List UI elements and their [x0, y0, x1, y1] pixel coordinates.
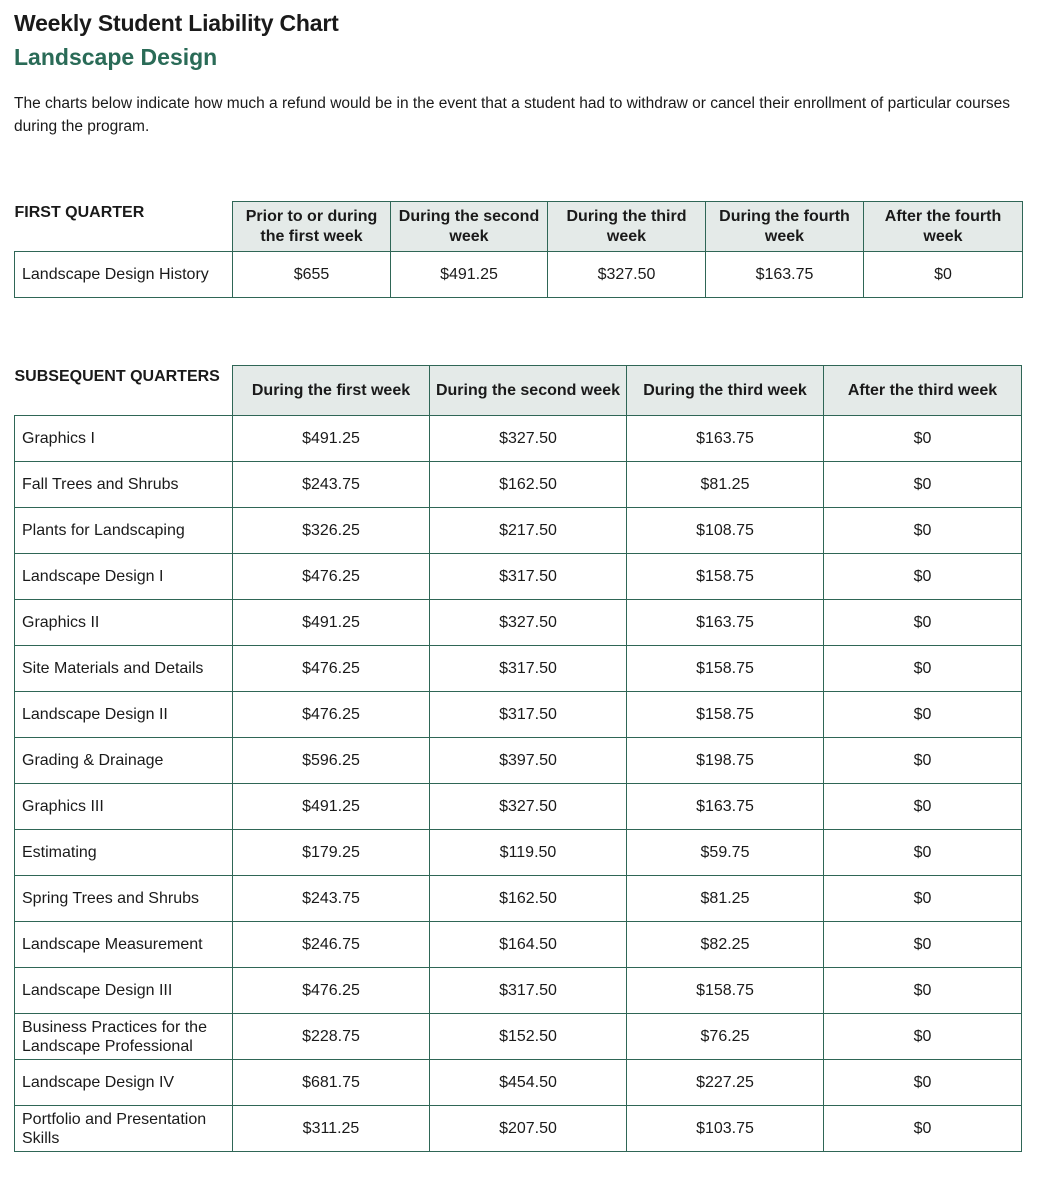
- refund-value: $655: [233, 252, 391, 298]
- refund-value: $0: [824, 416, 1022, 462]
- refund-value: $317.50: [430, 554, 627, 600]
- table-row: [15, 830, 1022, 876]
- course-name: Landscape Design I: [15, 554, 233, 600]
- table-header-row: [15, 202, 1023, 252]
- page-title: Weekly Student Liability Chart: [14, 10, 339, 36]
- refund-value: $0: [824, 1060, 1022, 1106]
- column-header: Prior to or during the first week: [233, 202, 391, 252]
- table-row: [15, 738, 1022, 784]
- refund-value: $454.50: [430, 1060, 627, 1106]
- refund-value: $158.75: [627, 692, 824, 738]
- refund-value: $0: [824, 784, 1022, 830]
- course-name: Graphics I: [15, 416, 233, 462]
- course-name: Site Materials and Details: [15, 646, 233, 692]
- refund-value: $327.50: [430, 416, 627, 462]
- table-row: [15, 252, 1023, 298]
- refund-value: $158.75: [627, 646, 824, 692]
- column-header: After the third week: [824, 366, 1022, 416]
- refund-value: $317.50: [430, 692, 627, 738]
- refund-value: $0: [824, 462, 1022, 508]
- refund-value: $162.50: [430, 462, 627, 508]
- table-row: [15, 554, 1022, 600]
- column-header: During the third week: [627, 366, 824, 416]
- table-row: [15, 1106, 1022, 1152]
- refund-value: $162.50: [430, 876, 627, 922]
- refund-value: $198.75: [627, 738, 824, 784]
- table-row: [15, 1060, 1022, 1106]
- refund-value: $0: [824, 830, 1022, 876]
- course-name: Landscape Design II: [15, 692, 233, 738]
- course-name: Graphics II: [15, 600, 233, 646]
- refund-value: $476.25: [233, 968, 430, 1014]
- refund-value: $491.25: [233, 600, 430, 646]
- table-row: [15, 1014, 1022, 1060]
- refund-value: $0: [824, 738, 1022, 784]
- refund-value: $217.50: [430, 508, 627, 554]
- subsequent-quarters-heading: SUBSEQUENT QUARTERS: [15, 366, 233, 416]
- refund-value: $476.25: [233, 554, 430, 600]
- refund-value: $0: [824, 646, 1022, 692]
- refund-value: $246.75: [233, 922, 430, 968]
- refund-value: $476.25: [233, 646, 430, 692]
- refund-value: $491.25: [391, 252, 548, 298]
- table-row: [15, 416, 1022, 462]
- refund-value: $317.50: [430, 646, 627, 692]
- refund-value: $108.75: [627, 508, 824, 554]
- refund-value: $476.25: [233, 692, 430, 738]
- refund-value: $179.25: [233, 830, 430, 876]
- table-row: [15, 692, 1022, 738]
- refund-value: $0: [824, 1106, 1022, 1152]
- table-row: [15, 646, 1022, 692]
- refund-value: $327.50: [430, 784, 627, 830]
- course-name: Business Practices for the Landscape Professional: [15, 1014, 233, 1060]
- table-header-row: [15, 366, 1022, 416]
- refund-value: $158.75: [627, 554, 824, 600]
- refund-value: $207.50: [430, 1106, 627, 1152]
- column-header: During the second week: [430, 366, 627, 416]
- column-header: During the fourth week: [706, 202, 864, 252]
- refund-value: $397.50: [430, 738, 627, 784]
- refund-value: $81.25: [627, 876, 824, 922]
- refund-value: $163.75: [627, 784, 824, 830]
- intro-paragraph: The charts below indicate how much a refund would be in the event that a student had to withdraw or cancel their enrollment of particular courses during the program.: [14, 95, 1010, 135]
- table-row: [15, 600, 1022, 646]
- course-name: Graphics III: [15, 784, 233, 830]
- course-name: Grading & Drainage: [15, 738, 233, 784]
- table-row: [15, 922, 1022, 968]
- refund-value: $0: [824, 1014, 1022, 1060]
- refund-value: $0: [824, 968, 1022, 1014]
- table-row: [15, 784, 1022, 830]
- course-name: Spring Trees and Shrubs: [15, 876, 233, 922]
- first-quarter-table: [14, 201, 1023, 298]
- refund-value: $0: [824, 600, 1022, 646]
- refund-value: $76.25: [627, 1014, 824, 1060]
- refund-value: $163.75: [706, 252, 864, 298]
- refund-value: $0: [824, 876, 1022, 922]
- refund-value: $317.50: [430, 968, 627, 1014]
- refund-value: $164.50: [430, 922, 627, 968]
- refund-value: $163.75: [627, 600, 824, 646]
- table-row: [15, 508, 1022, 554]
- refund-value: $491.25: [233, 416, 430, 462]
- refund-value: $59.75: [627, 830, 824, 876]
- refund-value: $0: [824, 692, 1022, 738]
- refund-value: $152.50: [430, 1014, 627, 1060]
- refund-value: $681.75: [233, 1060, 430, 1106]
- refund-value: $228.75: [233, 1014, 430, 1060]
- refund-value: $596.25: [233, 738, 430, 784]
- refund-value: $0: [864, 252, 1023, 298]
- course-name: Landscape Design History: [15, 252, 233, 298]
- refund-value: $491.25: [233, 784, 430, 830]
- refund-value: $327.50: [548, 252, 706, 298]
- refund-value: $82.25: [627, 922, 824, 968]
- course-name: Fall Trees and Shrubs: [15, 462, 233, 508]
- refund-value: $163.75: [627, 416, 824, 462]
- course-name: Plants for Landscaping: [15, 508, 233, 554]
- refund-value: $0: [824, 922, 1022, 968]
- table-row: [15, 462, 1022, 508]
- course-name: Landscape Measurement: [15, 922, 233, 968]
- course-name: Landscape Design IV: [15, 1060, 233, 1106]
- page-subtitle: Landscape Design: [14, 44, 218, 70]
- column-header: After the fourth week: [864, 202, 1023, 252]
- refund-value: $227.25: [627, 1060, 824, 1106]
- table-row: [15, 968, 1022, 1014]
- refund-value: $119.50: [430, 830, 627, 876]
- refund-value: $326.25: [233, 508, 430, 554]
- refund-value: $103.75: [627, 1106, 824, 1152]
- refund-value: $158.75: [627, 968, 824, 1014]
- course-name: Portfolio and Presentation Skills: [15, 1106, 233, 1152]
- refund-value: $243.75: [233, 462, 430, 508]
- course-name: Estimating: [15, 830, 233, 876]
- subsequent-quarters-table: [14, 365, 1022, 1152]
- column-header: During the third week: [548, 202, 706, 252]
- first-quarter-heading: FIRST QUARTER: [15, 202, 233, 252]
- refund-value: $311.25: [233, 1106, 430, 1152]
- refund-value: $327.50: [430, 600, 627, 646]
- column-header: During the second week: [391, 202, 548, 252]
- refund-value: $243.75: [233, 876, 430, 922]
- refund-value: $0: [824, 554, 1022, 600]
- course-name: Landscape Design III: [15, 968, 233, 1014]
- table-row: [15, 876, 1022, 922]
- refund-value: $0: [824, 508, 1022, 554]
- column-header: During the first week: [233, 366, 430, 416]
- refund-value: $81.25: [627, 462, 824, 508]
